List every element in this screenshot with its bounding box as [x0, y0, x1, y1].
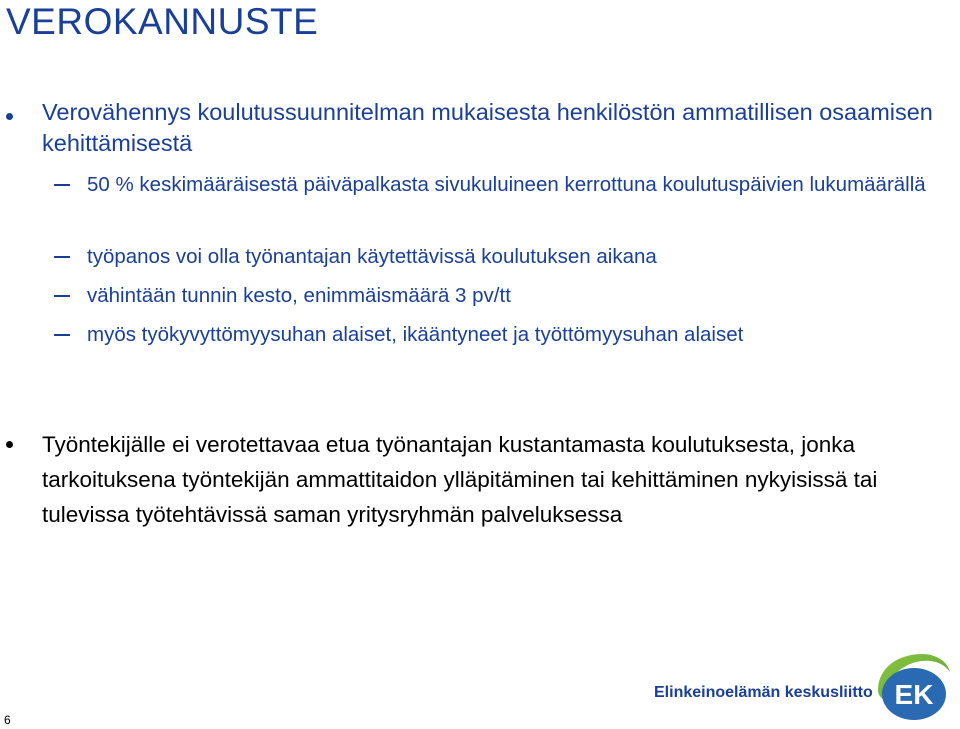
sub-item-4: myös työkyvyttömyysuhan alaiset, ikääntyneet ja työttömyysuhan alaiset: [87, 323, 744, 346]
bullet-1-text: Verovähennys koulutussuunnitelman mukaisesta henkilöstön ammatillisen osaamisen kehittämisestä: [42, 99, 933, 156]
sub-item-2: työpanos voi olla työnantajan käytettävissä koulutuksen aikana: [87, 245, 657, 268]
sub-item-1: 50 % keskimääräisestä päiväpalkasta sivukuluineen kerrottuna koulutuspäivien lukumäärällä: [87, 173, 926, 196]
bullet-2-text: Työntekijälle ei verotettavaa etua työnantajan kustantamasta koulutuksesta, jonka tarkoituksena työntekijän ammattitaidon ylläpitäminen tai kehittäminen nykyisissä tai tulevissa työtehtävissä saman yritysryhmän palveluksessa: [42, 432, 878, 527]
page-number: 6: [4, 713, 11, 727]
dash-1: [54, 184, 70, 186]
bullet-dot: [6, 113, 13, 120]
bullet-dot: [6, 441, 13, 448]
ek-mark-text: EK: [894, 679, 934, 710]
ek-logo-icon: [872, 650, 952, 724]
sub-item-3: vähintään tunnin kesto, enimmäismäärä 3 pv/tt: [87, 284, 511, 307]
slide-title: VEROKANNUSTE: [6, 1, 319, 42]
dash-4: [54, 334, 70, 336]
dash-3: [54, 295, 70, 297]
organization-name: Elinkeinoelämän keskusliitto: [654, 684, 873, 701]
dash-2: [54, 256, 70, 258]
